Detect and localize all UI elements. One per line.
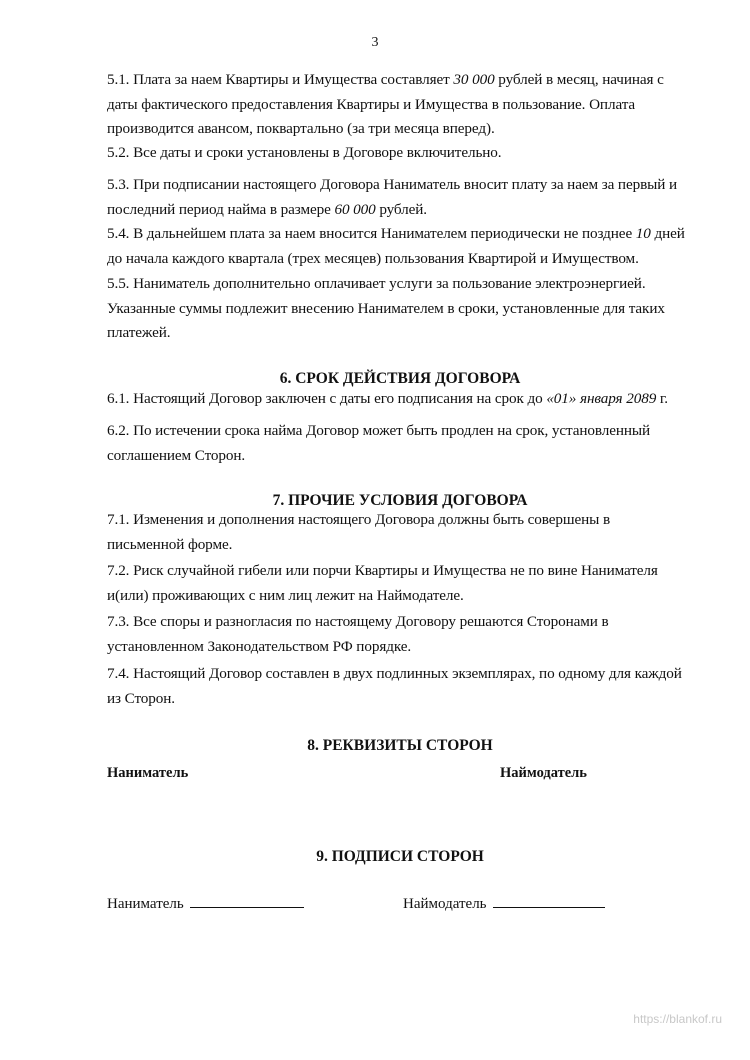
- clause-text: рублей в месяц, начиная с: [494, 71, 664, 88]
- clause-text: Указанные суммы подлежит внесению Нанимателем в сроки, установленные для таких: [107, 299, 665, 317]
- signature-landlord: [403, 893, 605, 913]
- clause-6-1: [107, 387, 707, 412]
- amount-emphasis: 30 000: [453, 71, 495, 88]
- clause-text: 5.3. При подписании настоящего Договора Наниматель вносит плату за наем за первый и: [107, 176, 678, 193]
- clause-7-4: [107, 662, 707, 711]
- clause-text: рублей.: [375, 200, 428, 218]
- clause-text: 6.2. По истечении срока найма Договор может быть продлен на срок, установленный: [107, 422, 651, 439]
- clause-text: производится авансом, поквартально (за три месяца вперед).: [107, 120, 495, 137]
- clause-text: г.: [656, 390, 668, 407]
- signature-tenant: [107, 893, 304, 913]
- clause-7-3: [107, 610, 707, 659]
- watermark: https://blankof.ru: [633, 1012, 722, 1026]
- days-emphasis: 10: [635, 225, 651, 242]
- signature-landlord-label: Наймодатель: [403, 896, 487, 912]
- section-9-heading: 9. ПОДПИСИ СТОРОН: [316, 848, 484, 865]
- clause-text: 5.5. Наниматель дополнительно оплачивает услуги за пользование электроэнергией.: [107, 275, 646, 292]
- clause-6-2: [107, 419, 707, 468]
- amount-emphasis: 60 000: [334, 200, 376, 218]
- signature-landlord-line: [493, 893, 605, 908]
- clause-5-5: [107, 272, 707, 346]
- clause-5-1: [107, 68, 707, 142]
- page-number: 3: [371, 35, 379, 50]
- clause-text: 5.1. Плата за наем Квартиры и Имущества составляет: [107, 71, 454, 88]
- clause-text: до начала каждого квартала (трех месяцев) пользования Квартирой и Имуществом.: [107, 249, 639, 267]
- requisites-tenant-label: Наниматель: [107, 765, 189, 781]
- signature-tenant-label: Наниматель: [107, 896, 184, 912]
- clause-text: 7.1. Изменения и дополнения настоящего Договора должны быть совершены в: [107, 511, 611, 528]
- clause-text: дней: [650, 225, 685, 242]
- clause-7-2: [107, 559, 707, 608]
- clause-text: 7.3. Все споры и разногласия по настоящему Договору решаются Сторонами в: [107, 613, 609, 630]
- clause-7-1: [107, 508, 707, 557]
- clause-text: и(или) проживающих с ним лиц лежит на Наймодателе.: [107, 586, 464, 604]
- clause-5-3: [107, 173, 707, 222]
- requisites-landlord-label: Наймодатель: [500, 765, 587, 781]
- clause-text: 5.2. Все даты и сроки установлены в Договоре включительно.: [107, 144, 502, 161]
- clause-text: 7.4. Настоящий Договор составлен в двух подлинных экземплярах, по одному для каждой: [107, 665, 682, 682]
- date-emphasis: «01» января 2089: [546, 390, 657, 407]
- clause-5-2: [107, 141, 707, 166]
- clause-text: из Сторон.: [107, 689, 175, 707]
- clause-text: установленном Законодательством РФ порядке.: [107, 637, 412, 655]
- clause-text: платежей.: [107, 324, 171, 341]
- clause-text: даты фактического предоставления Квартиры и Имущества в пользование. Оплата: [107, 95, 636, 113]
- section-8-heading: 8. РЕКВИЗИТЫ СТОРОН: [307, 737, 493, 754]
- section-6-heading: 6. СРОК ДЕЙСТВИЯ ДОГОВОРА: [279, 370, 521, 387]
- clause-text: последний период найма в размере: [107, 200, 335, 218]
- clause-text: письменной форме.: [107, 535, 233, 553]
- clause-text: 6.1. Настоящий Договор заключен с даты его подписания на срок до: [107, 390, 547, 407]
- clause-text: 5.4. В дальнейшем плата за наем вносится Нанимателем периодически не позднее: [107, 225, 636, 242]
- section-7-heading: 7. ПРОЧИЕ УСЛОВИЯ ДОГОВОРА: [272, 492, 528, 509]
- clause-text: соглашением Сторон.: [107, 446, 246, 464]
- clause-5-4: [107, 222, 707, 271]
- signature-tenant-line: [190, 893, 304, 908]
- clause-text: 7.2. Риск случайной гибели или порчи Квартиры и Имущества не по вине Нанимателя: [107, 562, 658, 579]
